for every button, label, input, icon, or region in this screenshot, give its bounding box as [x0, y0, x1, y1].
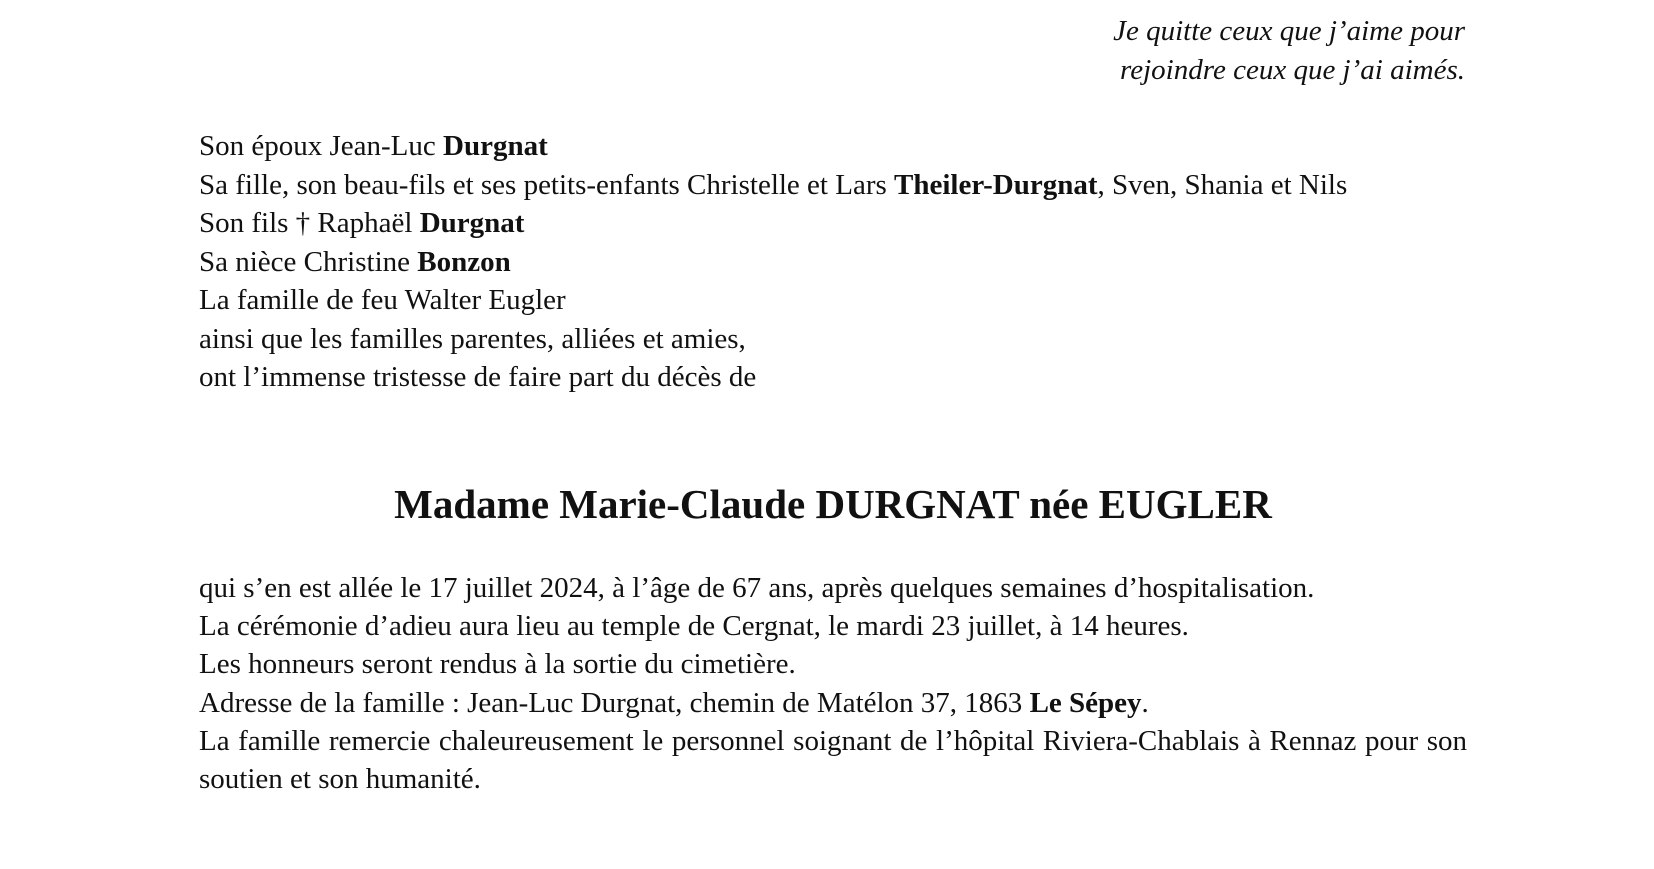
family-son — [199, 204, 1467, 243]
family-daughter-suffix: , Sven, Shania et Nils — [1097, 168, 1348, 201]
family-spouse — [199, 127, 1467, 166]
details-address-text: Adresse de la famille : Jean-Luc Durgnat, chemin de Matélon 37, 1863 — [199, 686, 1030, 719]
family-related: ainsi que les familles parentes, alliées et amies, — [199, 322, 746, 355]
epigraph-line-1: Je quitte ceux que j’aime pour — [1113, 15, 1465, 47]
family-late: La famille de feu Walter Eugler — [199, 284, 566, 316]
details-address — [199, 684, 1467, 722]
details-address-place: Le Sépey — [1029, 686, 1142, 719]
details-passing: qui s’en est allée le 17 juillet 2024, à l’âge de 67 ans, après quelques semaines d’hospitalisation. — [199, 572, 1315, 604]
family-daughter — [199, 166, 1467, 205]
family-son-surname: Durgnat — [419, 207, 525, 239]
family-son-text: Son fils † Raphaël — [199, 207, 420, 239]
epigraph — [865, 12, 1465, 90]
details-address-suffix: . — [1141, 686, 1149, 719]
deceased-name: Madame Marie-Claude DURGNAT née EUGLER — [394, 481, 1272, 527]
family-announcement: ont l’immense tristesse de faire part du décès de — [199, 361, 757, 393]
details — [199, 569, 1467, 798]
details-honors: Les honneurs seront rendus à la sortie du cimetière. — [199, 648, 796, 681]
epigraph-line-2: rejoindre ceux que j’ai aimés. — [1120, 54, 1465, 86]
details-ceremony: La cérémonie d’adieu aura lieu au temple de Cergnat, le mardi 23 juillet, à 14 heures. — [199, 610, 1189, 643]
family-niece-text: Sa nièce Christine — [199, 245, 418, 278]
family-spouse-text: Son époux Jean-Luc — [199, 130, 444, 162]
family-spouse-surname: Durgnat — [443, 130, 548, 162]
details-thanks: La famille remercie chaleureusement le personnel soignant de l’hôpital Riviera-Chablais à Rennaz pour son soutien et son humanité. — [199, 724, 1467, 796]
family-daughter-text: Sa fille, son beau-fils et ses petits-enfants Christelle et Lars — [199, 168, 895, 201]
family-daughter-surname: Theiler-Durgnat — [894, 168, 1098, 201]
family-niece — [199, 243, 1467, 282]
family-niece-surname: Bonzon — [417, 245, 511, 278]
family-list — [199, 127, 1467, 397]
